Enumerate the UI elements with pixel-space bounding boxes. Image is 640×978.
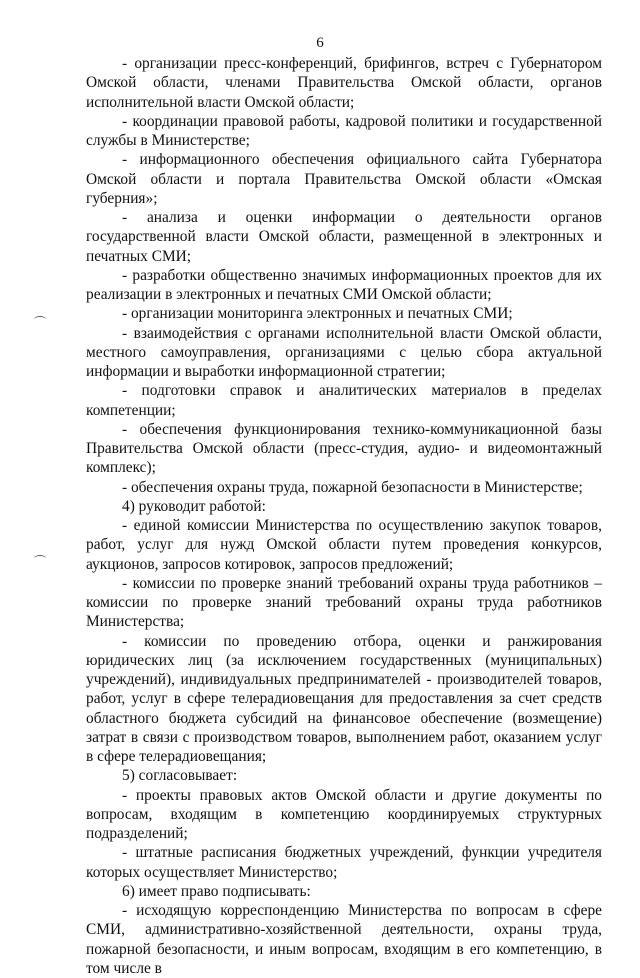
paragraph: - комиссии по проверке знаний требований охраны труда работников – комиссии по проверке знаний требований охраны труда работников Министерства; xyxy=(86,574,602,631)
paragraph: - организации пресс-конференций, брифингов, встреч с Губернатором Омской области, членами Правительства Омской области, органов исполнительной власти Омской области; xyxy=(86,55,602,111)
page-number: 6 xyxy=(316,35,324,51)
punch-hole-mark xyxy=(34,555,46,562)
paragraph: - организации мониторинга электронных и печатных СМИ; xyxy=(122,305,513,323)
section-heading: 4) руководит работой: xyxy=(122,497,266,515)
paragraph: - анализа и оценки информации о деятельности органов государственной власти Омской области, размещенной в электронных и печатных СМИ; xyxy=(86,209,602,265)
punch-hole-mark xyxy=(34,316,46,323)
section-heading: 6) имеет право подписывать: xyxy=(122,882,311,900)
paragraph: - взаимодействия с органами исполнительной власти Омской области, местного самоуправления, организациями с целью сбора актуальной информации и выработки информационной стратегии; xyxy=(86,324,602,380)
paragraph: - информационного обеспечения официального сайта Губернатора Омской области и портала Правительства Омской области «Омская губерния»; xyxy=(86,151,602,207)
paragraph: - разработки общественно значимых информационных проектов для их реализации в электронных и печатных СМИ Омской области; xyxy=(86,266,602,303)
paragraph: - единой комиссии Министерства по осуществлению закупок товаров, работ, услуг для нужд Омской области путем проведения конкурсов, аукционов, запросов котировок, запросов предложений; xyxy=(86,517,602,573)
document-body xyxy=(86,54,602,978)
paragraph: - комиссии по проведению отбора, оценки и ранжирования юридических лиц (за исключением государственных (муниципальных) учреждений), индивидуальных предпринимателей - производителей товаров, работ, услуг в сфере телерадиовещания для предоставления за счет средств областного бюджета субсидий на финансовое обеспечение (возмещение) затрат в связи с производством товаров, выполнением работ, оказанием услуг в сфере телерадиовещания; xyxy=(86,632,602,765)
section-heading: 5) согласовывает: xyxy=(122,767,238,785)
paragraph: - штатные расписания бюджетных учреждений, функции учредителя которых осуществляет Министерство; xyxy=(86,844,602,881)
paragraph: - координации правовой работы, кадровой политики и государственной службы в Министерстве; xyxy=(86,112,602,149)
paragraph: - исходящую корреспонденцию Министерства по вопросам в сфере СМИ, административно-хозяйственной деятельности, охраны труда, пожарной безопасности, и иным вопросам, входящим в его компетенцию, в том числе в xyxy=(86,902,602,977)
paragraph: - подготовки справок и аналитических материалов в пределах компетенции; xyxy=(86,382,602,419)
paragraph: - обеспечения охраны труда, пожарной безопасности в Министерстве; xyxy=(122,478,583,496)
paragraph: - обеспечения функционирования технико-коммуникационной базы Правительства Омской области (пресс-студия, аудио- и видеомонтажный комплекс); xyxy=(86,420,602,477)
paragraph: - проекты правовых актов Омской области и другие документы по вопросам, входящим в компетенцию координируемых структурных подразделений; xyxy=(86,786,602,842)
